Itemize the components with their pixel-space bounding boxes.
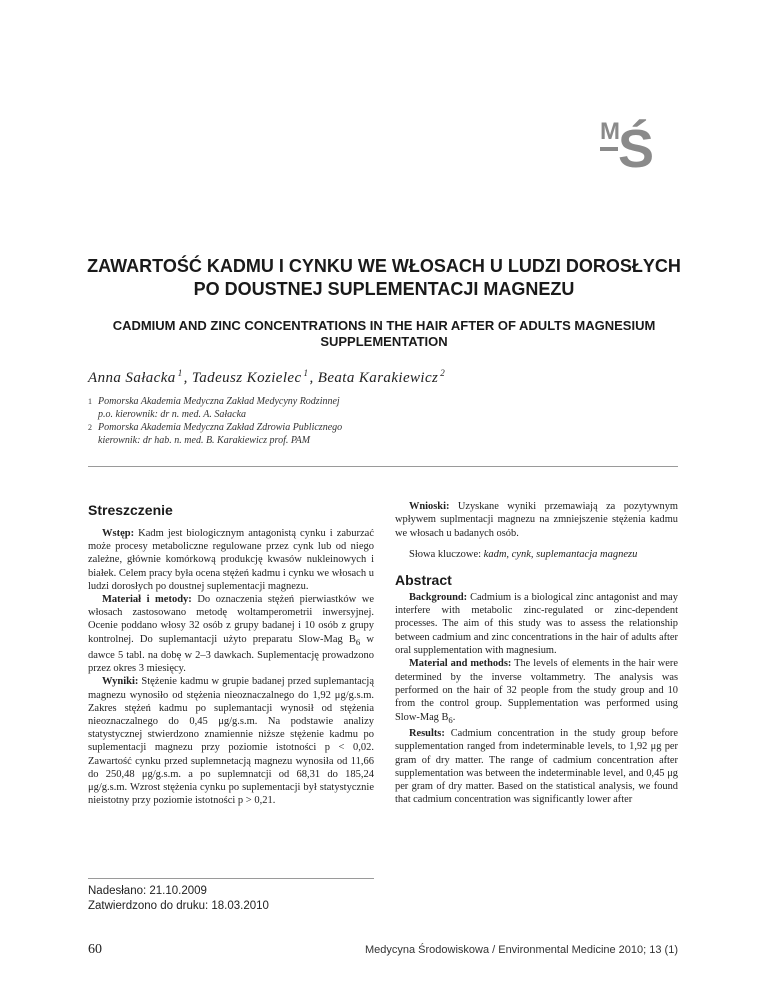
paragraph-text: Cadmium concentration in the study group before supplementation ranged from indeterminable levels, to 1,92 μg per gram of dry matter. The range of cadmium concentration after supplementation was between the indeterminable level, and 0,45 μg per gram of dry matter. Based on the statistical analysis, we found that cadmium concentration was significantly lower after [395,727,678,806]
affiliation-num: 1 [88,397,92,406]
journal-logo [600,120,680,180]
paragraph-text: The levels of elements in the hair were determined by the inverse voltammetry. The analysis was performed on the hair of 32 people from the study group and 10 from the control group. Supplementation was performed using Slow-Mag B [395,658,678,723]
column-right [395,500,678,807]
author-affil-num: 2 [440,368,446,378]
paragraph-label: Background: [409,591,468,603]
streszczenie-paragraph [88,675,374,807]
paragraph-text: Do oznaczenia stężeń pierwiastków we włosach zastosowano metodę woltamperometrii inwersyjnej. Ocenie poddano włosy 32 osób z grupy badanej i 10 osób z grupy kontrolnej. Do suplemantacji użyto preparatu Slow-Mag B [88,594,374,645]
paragraph-label: Material and methods: [409,658,512,670]
author-affil-num: 1 [303,368,309,378]
author-affil-num: 1 [177,368,183,378]
streszczenie-paragraph [88,593,374,675]
header-divider [88,466,678,467]
affiliation-line: p.o. kierownik: dr n. med. A. Sałacka [98,409,247,420]
title-english-line2: SUPPLEMENTATION [320,334,448,349]
column-left [88,502,374,807]
affiliation-line: Pomorska Akademia Medyczna Zakład Medycyny Rodzinnej [98,396,340,407]
paragraph-text: Kadm jest biologicznym antagonistą cynku i zaburzać może procesy metaboliczne regulowane przez cynk lub od niego zależne, głównie komórkową produkcję kwasów nukleinowych i białek. Celem pracy była ocena stężeń kadmu i cynku we włosach u ludzi dorosłych po doustnej suplementacji magnezu. [88,528,374,592]
paragraph-text: Stężenie kadmu w grupie badanej przed suplemantacją magnezu wynosiło od stężenia nieoznaczalnego do 1,92 μg/g.s.m. Zakres stężeń kadmu po suplemantacji wynosił od stężenia nieoznaczalnego do 0,45 μg/g.s.m. Na podstawie analizy statystycznej stwierdzono znamiennie niższe stężenie kadmu po suplementacji magnezu przy poziomie istotności p < 0,02. Zawartość cynku przed suplemnetacją magnezu wynosiła od 11,66 do 250,48 μg/g.s.m. a po suplemnatcji od 68,31 do 185,24 μg/g.s.m. Wzrost stężenia cynku po suplementacji był statystycznie nieistotny przy poziomie istotności p > 0,21. [88,676,375,807]
journal-citation: Medycyna Środowiskowa / Environmental Medicine 2010; 13 (1) [364,944,678,956]
affiliation [88,421,388,447]
paragraph-label: Wnioski: [409,501,450,512]
keywords-text: kadm, cynk, suplemantacja magnezu [483,548,638,560]
paragraph-text: Uzyskane wyniki przemawiają za pozytywnym wpływem suplmentacji magnezu na zmniejszenie stężenia kadmu we włosach u badanych osób. [395,501,678,539]
paragraph-text: Cadmium is a biological zinc antagonist and may interfere with metabolic zinc-regulated or zinc-dependent processes. The aim of this study was to assess the relationship between cadmium and zinc concentrations in the hair of adults after oral supplementation with magnesium. [395,591,678,657]
paragraph-label: Materiał i metody: [102,594,192,606]
subscript: 6 [355,636,361,647]
paragraph-label: Wyniki: [102,676,139,688]
streszczenie-heading: Streszczenie [88,502,173,518]
submission-dates [88,884,269,914]
streszczenie-paragraph [88,527,374,593]
author-name: Beata Karakiewicz [317,370,439,386]
logo-letter-m: M [600,118,620,145]
affiliation-num: 2 [88,423,92,432]
abstract-heading: Abstract [395,571,452,588]
affiliations [88,395,388,447]
title-polish-line1: ZAWARTOŚĆ KADMU I CYNKU WE WŁOSACH U LUDZI DOROSŁYCH [87,256,681,276]
author-name: Tadeusz Kozielec [191,370,302,386]
logo-bar [600,147,618,151]
title-english-line1: CADMIUM AND ZINC CONCENTRATIONS IN THE HAIR AFTER OF ADULTS MAGNESIUM [112,318,656,333]
keywords [395,548,678,561]
subscript: 6 [448,714,453,725]
paragraph-text: w dawce 5 tabl. na dobę w 2–3 dawkach. Suplementację prowadzono przez okres 3 miesięcy. [88,633,374,675]
paragraph-label: Results: [409,727,445,739]
abstract-paragraph [395,591,678,657]
streszczenie-paragraph [395,500,678,540]
keywords-label: Słowa kluczowe: [409,548,482,560]
logo-letter-s: Ś [618,119,655,179]
title-english [100,318,668,350]
affiliation-line: kierownik: dr hab. n. med. B. Karakiewicz prof. PAM [98,435,311,446]
abstract-paragraph [395,657,678,727]
author-name: Anna Sałacka [88,370,176,386]
affiliation [88,395,388,421]
date-received: Nadesłano: 21.10.2009 [88,885,207,897]
date-accepted: Zatwierdzono do druku: 18.03.2010 [88,900,269,912]
paragraph-text: . [452,711,456,723]
title-polish [60,255,708,301]
paragraph-label: Wstęp: [102,528,135,539]
page-number: 60 [88,942,102,957]
authors: Anna Sałacka $^1$, Tadeusz Kozielec $^1$, Beata Karakiewicz $^2$ [88,368,446,386]
title-polish-line2: PO DOUSTNEJ SUPLEMENTACJI MAGNEZU [193,279,575,299]
footnote-divider [88,878,374,879]
abstract-paragraph [395,727,678,807]
affiliation-line: Pomorska Akademia Medyczna Zakład Zdrowia Publicznego [98,422,343,433]
